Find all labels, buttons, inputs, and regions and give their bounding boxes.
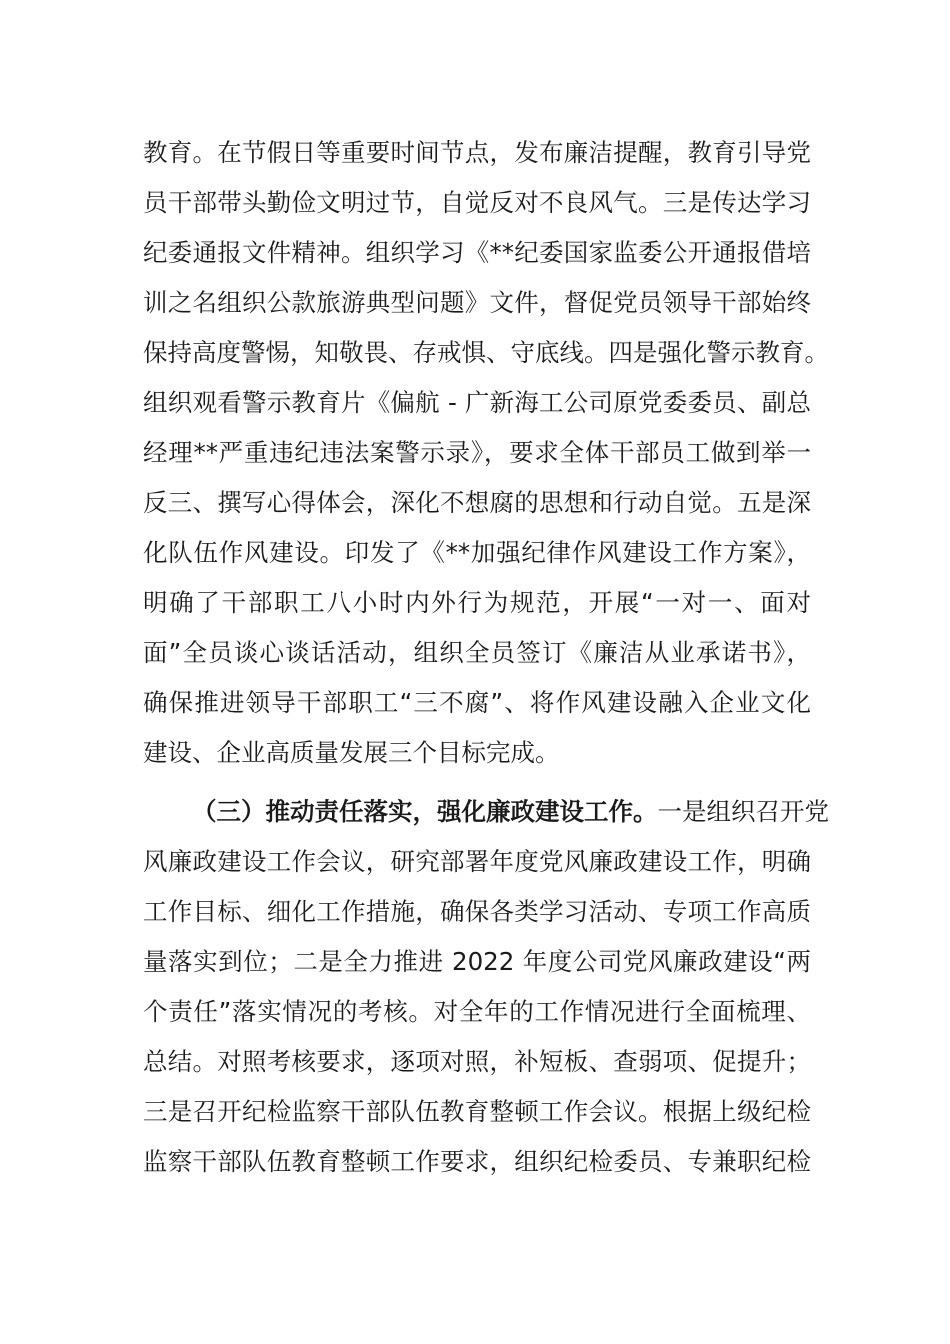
text-line: 量落实到位；二是全力推进 2022 年度公司党风廉政建设“两 [143,947,811,976]
section-heading: （三）推动责任落实，强化廉政建设工作。 [192,797,658,826]
text-line: 组织观看警示教育片《偏航 - 广新海工公司原党委委员、副总 [143,388,811,417]
text-line: 经理**严重违纪违法案警示录》，要求全体干部员工做到举一 [143,438,811,467]
text-line: 教育。在节假日等重要时间节点，发布廉洁提醒，教育引导党 [143,138,811,167]
text-line: 总结。对照考核要求，逐项对照，补短板、查弱项、促提升； [143,1047,811,1076]
paragraph-first-line [143,787,829,837]
text-line: 风廉政建设工作会议，研究部署年度党风廉政建设工作，明确 [143,847,811,876]
paragraph-education [143,128,829,778]
text-line: 工作目标、细化工作措施，确保各类学习活动、专项工作高质 [143,897,811,926]
text-line: 训之名组织公款旅游典型问题》文件，督促党员领导干部始终 [143,288,811,317]
text-line: 员干部带头勤俭文明过节，自觉反对不良风气。三是传达学习 [143,188,811,217]
text-line: 反三、撰写心得体会，深化不想腐的思想和行动自觉。五是深 [143,488,811,517]
text-line: 建设、企业高质量发展三个目标完成。 [143,738,560,767]
text-line: 三是召开纪检监察干部队伍教育整顿工作会议。根据上级纪检 [143,1097,811,1126]
heading-continuation: 一是组织召开党 [657,797,829,826]
text-line: 纪委通报文件精神。组织学习《**纪委国家监委公开通报借培 [143,238,811,267]
text-line: 监察干部队伍教育整顿工作要求，组织纪检委员、专兼职纪检 [143,1147,811,1176]
paragraph-spacer [143,778,811,787]
text-line: 个责任”落实情况的考核。对全年的工作情况进行全面梳理、 [143,997,811,1026]
text-line: 明确了干部职工八小时内外行为规范，开展“一对一、面对 [143,588,811,617]
text-line: 化队伍作风建设。印发了《**加强纪律作风建设工作方案》， [143,538,811,567]
document-body [143,128,829,1187]
text-line: 面”全员谈心谈话活动，组织全员签订《廉洁从业承诺书》， [143,638,811,667]
text-line: 保持高度警惕，知敬畏、存戒惧、守底线。四是强化警示教育。 [143,338,829,367]
paragraph-responsibility [143,787,829,1187]
text-line: 确保推进领导干部职工“三不腐”、将作风建设融入企业文化 [143,688,811,717]
